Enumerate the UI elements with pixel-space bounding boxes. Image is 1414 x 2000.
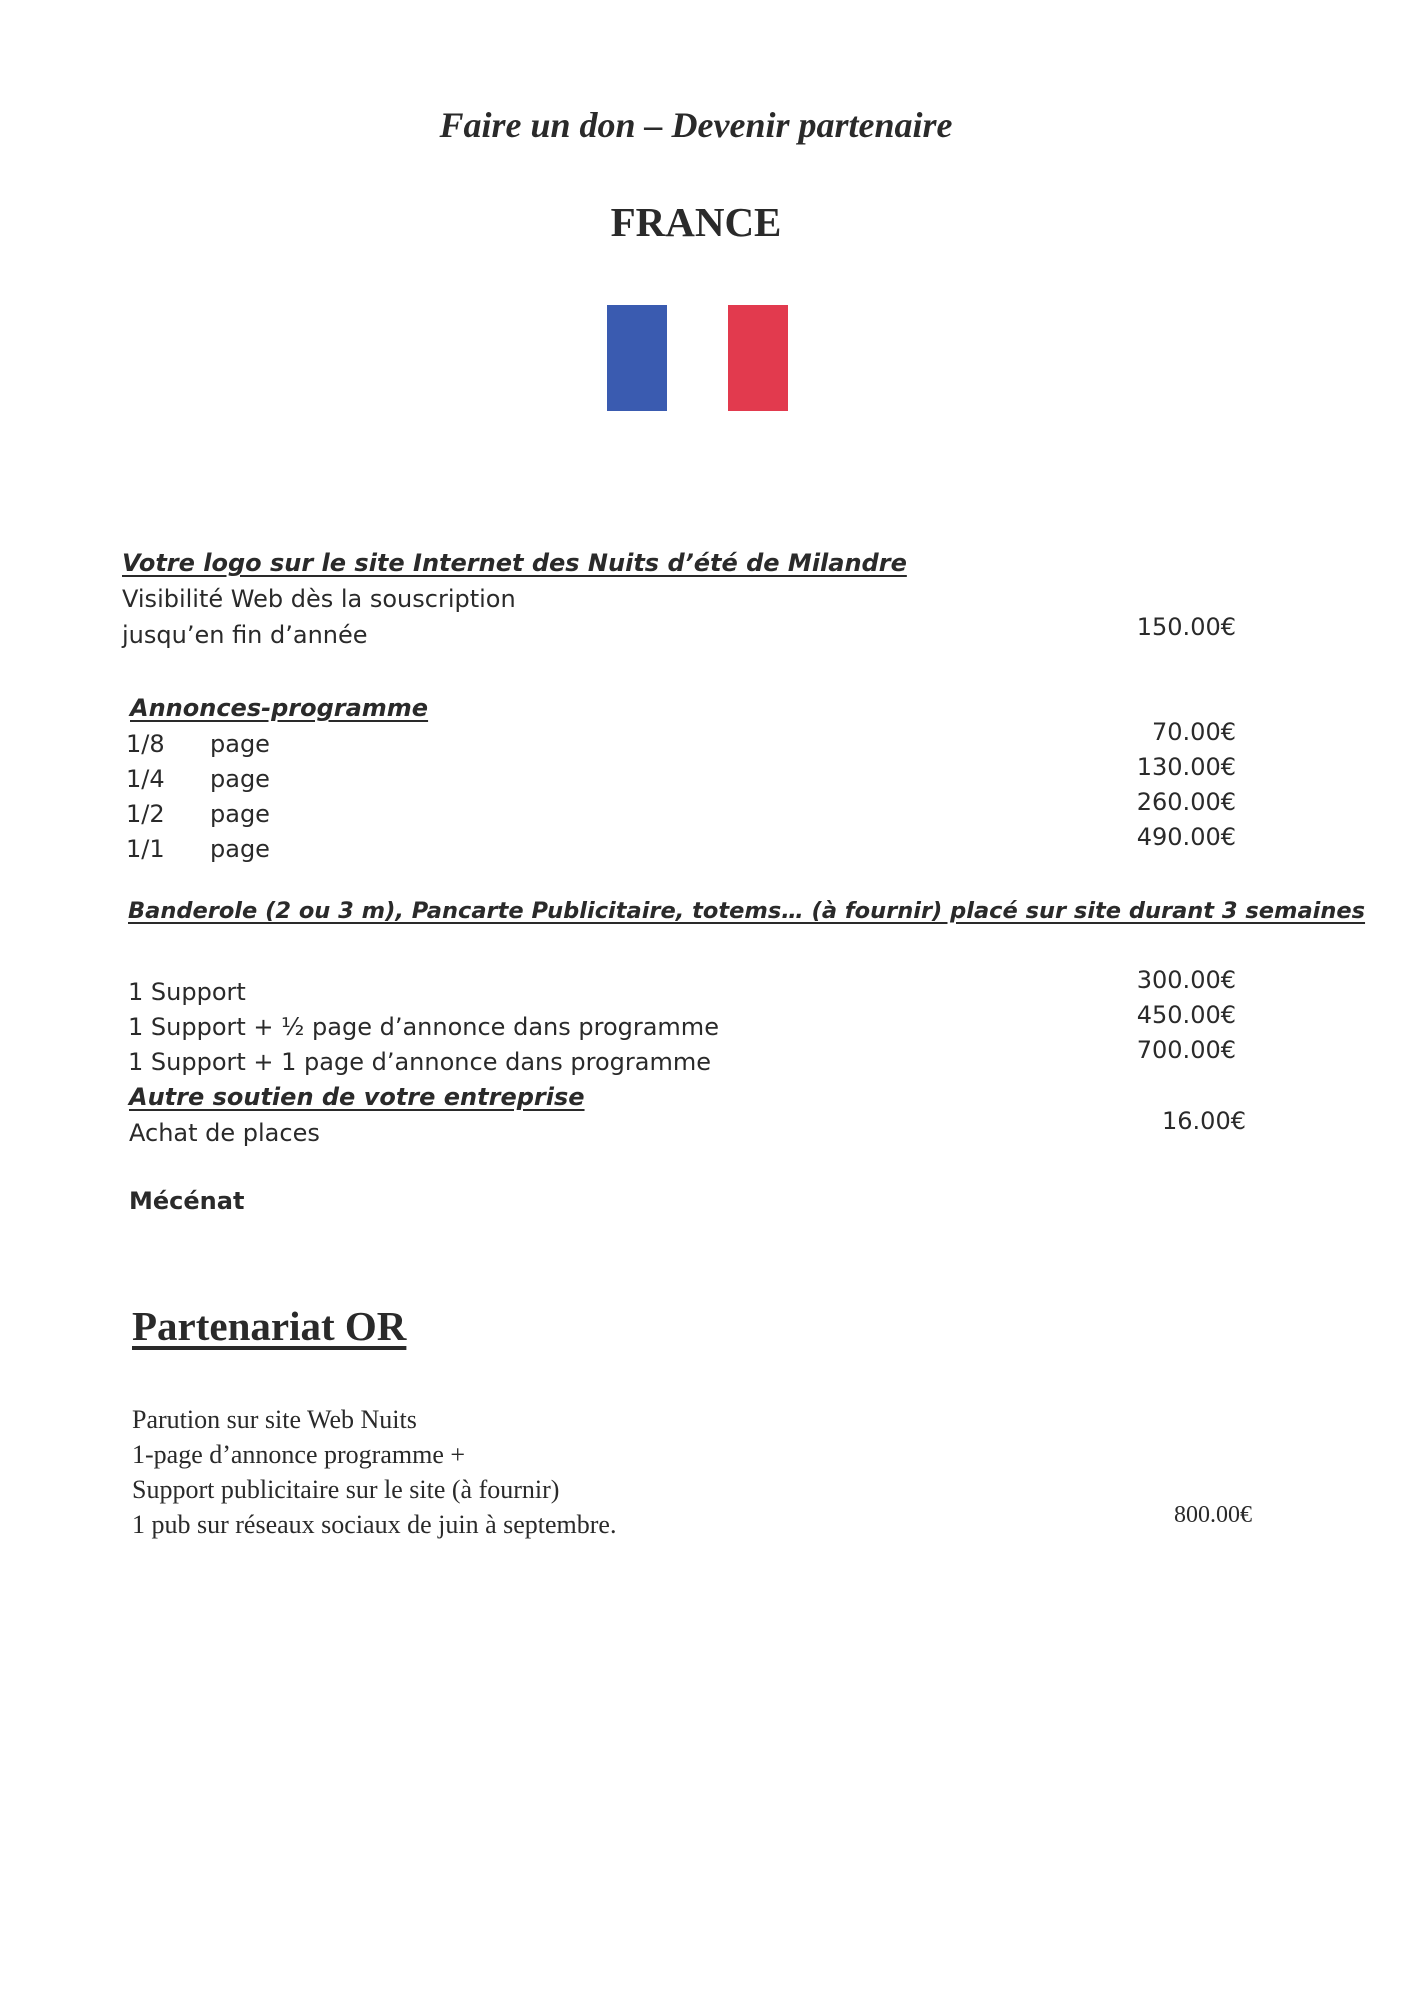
logo-section-heading: Votre logo sur le site Internet des Nuits d’été de Milandre [122, 549, 907, 577]
annonce-price: 130.00€ [1136, 753, 1236, 781]
logo-section-price: 150.00€ [1136, 613, 1236, 641]
annonce-price: 490.00€ [1136, 823, 1236, 851]
annonce-price: 260.00€ [1136, 788, 1236, 816]
annonce-fraction: 1/1 [126, 835, 165, 863]
annonce-fraction: 1/2 [126, 800, 165, 828]
achat-places-price: 16.00€ [1162, 1107, 1246, 1135]
mecenat-label: Mécénat [129, 1187, 245, 1215]
banderole-item-price: 700.00€ [1136, 1036, 1236, 1064]
partenariat-or-title: Partenariat OR [132, 1303, 407, 1349]
france-flag [607, 305, 788, 411]
annonces-heading: Annonces-programme [130, 694, 429, 722]
page-title: Faire un don – Devenir partenaire [439, 105, 953, 145]
autre-soutien-heading: Autre soutien de votre entreprise [129, 1083, 585, 1111]
logo-section-line-1: Visibilité Web dès la souscription [122, 585, 516, 613]
banderole-item-label: 1 Support [128, 978, 246, 1006]
banderole-item-label: 1 Support + ½ page d’annonce dans programme [128, 1013, 719, 1041]
annonce-unit: page [210, 800, 270, 828]
flag-white-band [667, 305, 727, 411]
annonce-unit: page [210, 765, 270, 793]
annonce-unit: page [210, 730, 270, 758]
partenariat-or-line: Support publicitaire sur le site (à fournir) [132, 1475, 560, 1504]
partenariat-or-price: 800.00€ [1174, 1502, 1252, 1528]
annonce-fraction: 1/4 [126, 765, 165, 793]
banderole-item-price: 300.00€ [1136, 966, 1236, 994]
banderole-heading: Banderole (2 ou 3 m), Pancarte Publicitaire, totems… (à fournir) placé sur site durant 3 semaines [128, 898, 1366, 924]
partenariat-or-line: 1 pub sur réseaux sociaux de juin à septembre. [132, 1510, 617, 1539]
banderole-item-price: 450.00€ [1136, 1001, 1236, 1029]
partenariat-or-line: 1-page d’annonce programme + [132, 1440, 466, 1469]
achat-places-label: Achat de places [129, 1119, 320, 1147]
banderole-item-label: 1 Support + 1 page d’annonce dans programme [128, 1048, 711, 1076]
country-heading: FRANCE [610, 199, 782, 245]
annonce-unit: page [210, 835, 270, 863]
flag-blue-band [607, 305, 667, 411]
flag-red-band [728, 305, 788, 411]
partenariat-or-line: Parution sur site Web Nuits [132, 1405, 417, 1434]
annonce-fraction: 1/8 [126, 730, 165, 758]
annonce-price: 70.00€ [1152, 718, 1236, 746]
logo-section-line-2: jusqu’en fin d’année [122, 621, 368, 649]
